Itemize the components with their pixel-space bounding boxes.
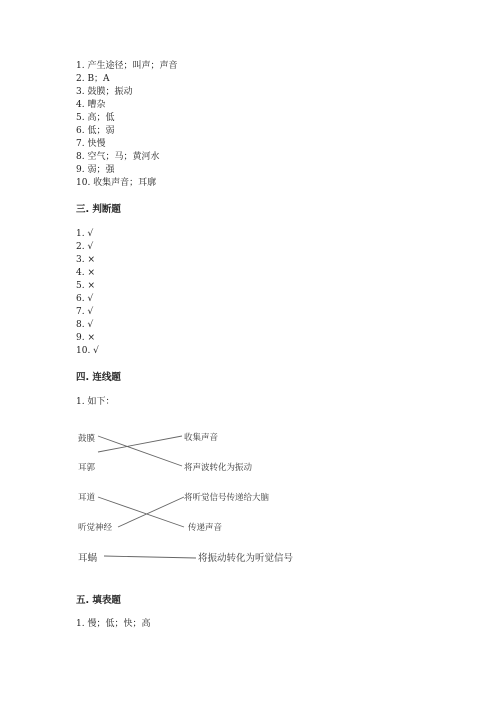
answer-item: 4. × bbox=[76, 268, 95, 278]
diagram-right-label: 收集声音 bbox=[184, 433, 219, 443]
diagram-right-label: 传递声音 bbox=[188, 523, 223, 533]
answer-item: 4. 嘈杂 bbox=[76, 100, 106, 110]
answer-item: 1. 慢；低；快；高 bbox=[76, 619, 151, 629]
answer-item: 7. √ bbox=[76, 307, 94, 317]
diagram-left-label: 耳蜗 bbox=[78, 553, 98, 564]
diagram-left-label: 耳郭 bbox=[78, 463, 96, 473]
section3-title: 三. 判断题 bbox=[76, 204, 121, 215]
answer-item: 9. × bbox=[76, 333, 95, 343]
answer-item: 7. 快慢 bbox=[76, 139, 106, 149]
answer-item: 5. × bbox=[76, 281, 95, 291]
diagram-right-label: 将声波转化为振动 bbox=[184, 463, 253, 473]
match-line bbox=[104, 556, 196, 558]
answer-item: 10. √ bbox=[76, 346, 99, 356]
match-line bbox=[118, 497, 184, 527]
answer-item: 6. 低；弱 bbox=[76, 126, 115, 136]
diagram-left-label: 鼓膜 bbox=[78, 434, 96, 444]
answer-item: 3. 鼓膜；振动 bbox=[76, 87, 133, 97]
diagram-right-label: 将振动转化为听觉信号 bbox=[198, 553, 294, 564]
answer-item: 8. √ bbox=[76, 320, 94, 330]
section4-note: 1. 如下： bbox=[76, 397, 115, 407]
diagram-right-label: 将听觉信号传递给大脑 bbox=[184, 493, 270, 503]
answer-item: 2. B；A bbox=[76, 74, 110, 84]
match-line bbox=[98, 436, 182, 452]
answer-item: 5. 高；低 bbox=[76, 113, 115, 123]
section5-title: 五. 填表题 bbox=[76, 595, 121, 606]
diagram-left-label: 听觉神经 bbox=[78, 523, 113, 533]
section4-title: 四. 连线题 bbox=[76, 372, 121, 383]
answer-item: 1. 产生途径；叫声；声音 bbox=[76, 61, 178, 71]
section5-answer-list bbox=[76, 618, 150, 631]
answer-item: 3. × bbox=[76, 255, 95, 265]
answer-item: 2. √ bbox=[76, 242, 94, 252]
answer-item: 9. 弱；强 bbox=[76, 165, 115, 175]
match-line bbox=[98, 436, 182, 466]
answer-item: 10. 收集声音；耳廓 bbox=[76, 178, 157, 188]
answer-item: 8. 空气；马；黄河水 bbox=[76, 152, 160, 162]
diagram-left-label: 耳道 bbox=[78, 493, 96, 503]
answer-item: 6. √ bbox=[76, 294, 94, 304]
answer-item: 1. √ bbox=[76, 229, 94, 239]
